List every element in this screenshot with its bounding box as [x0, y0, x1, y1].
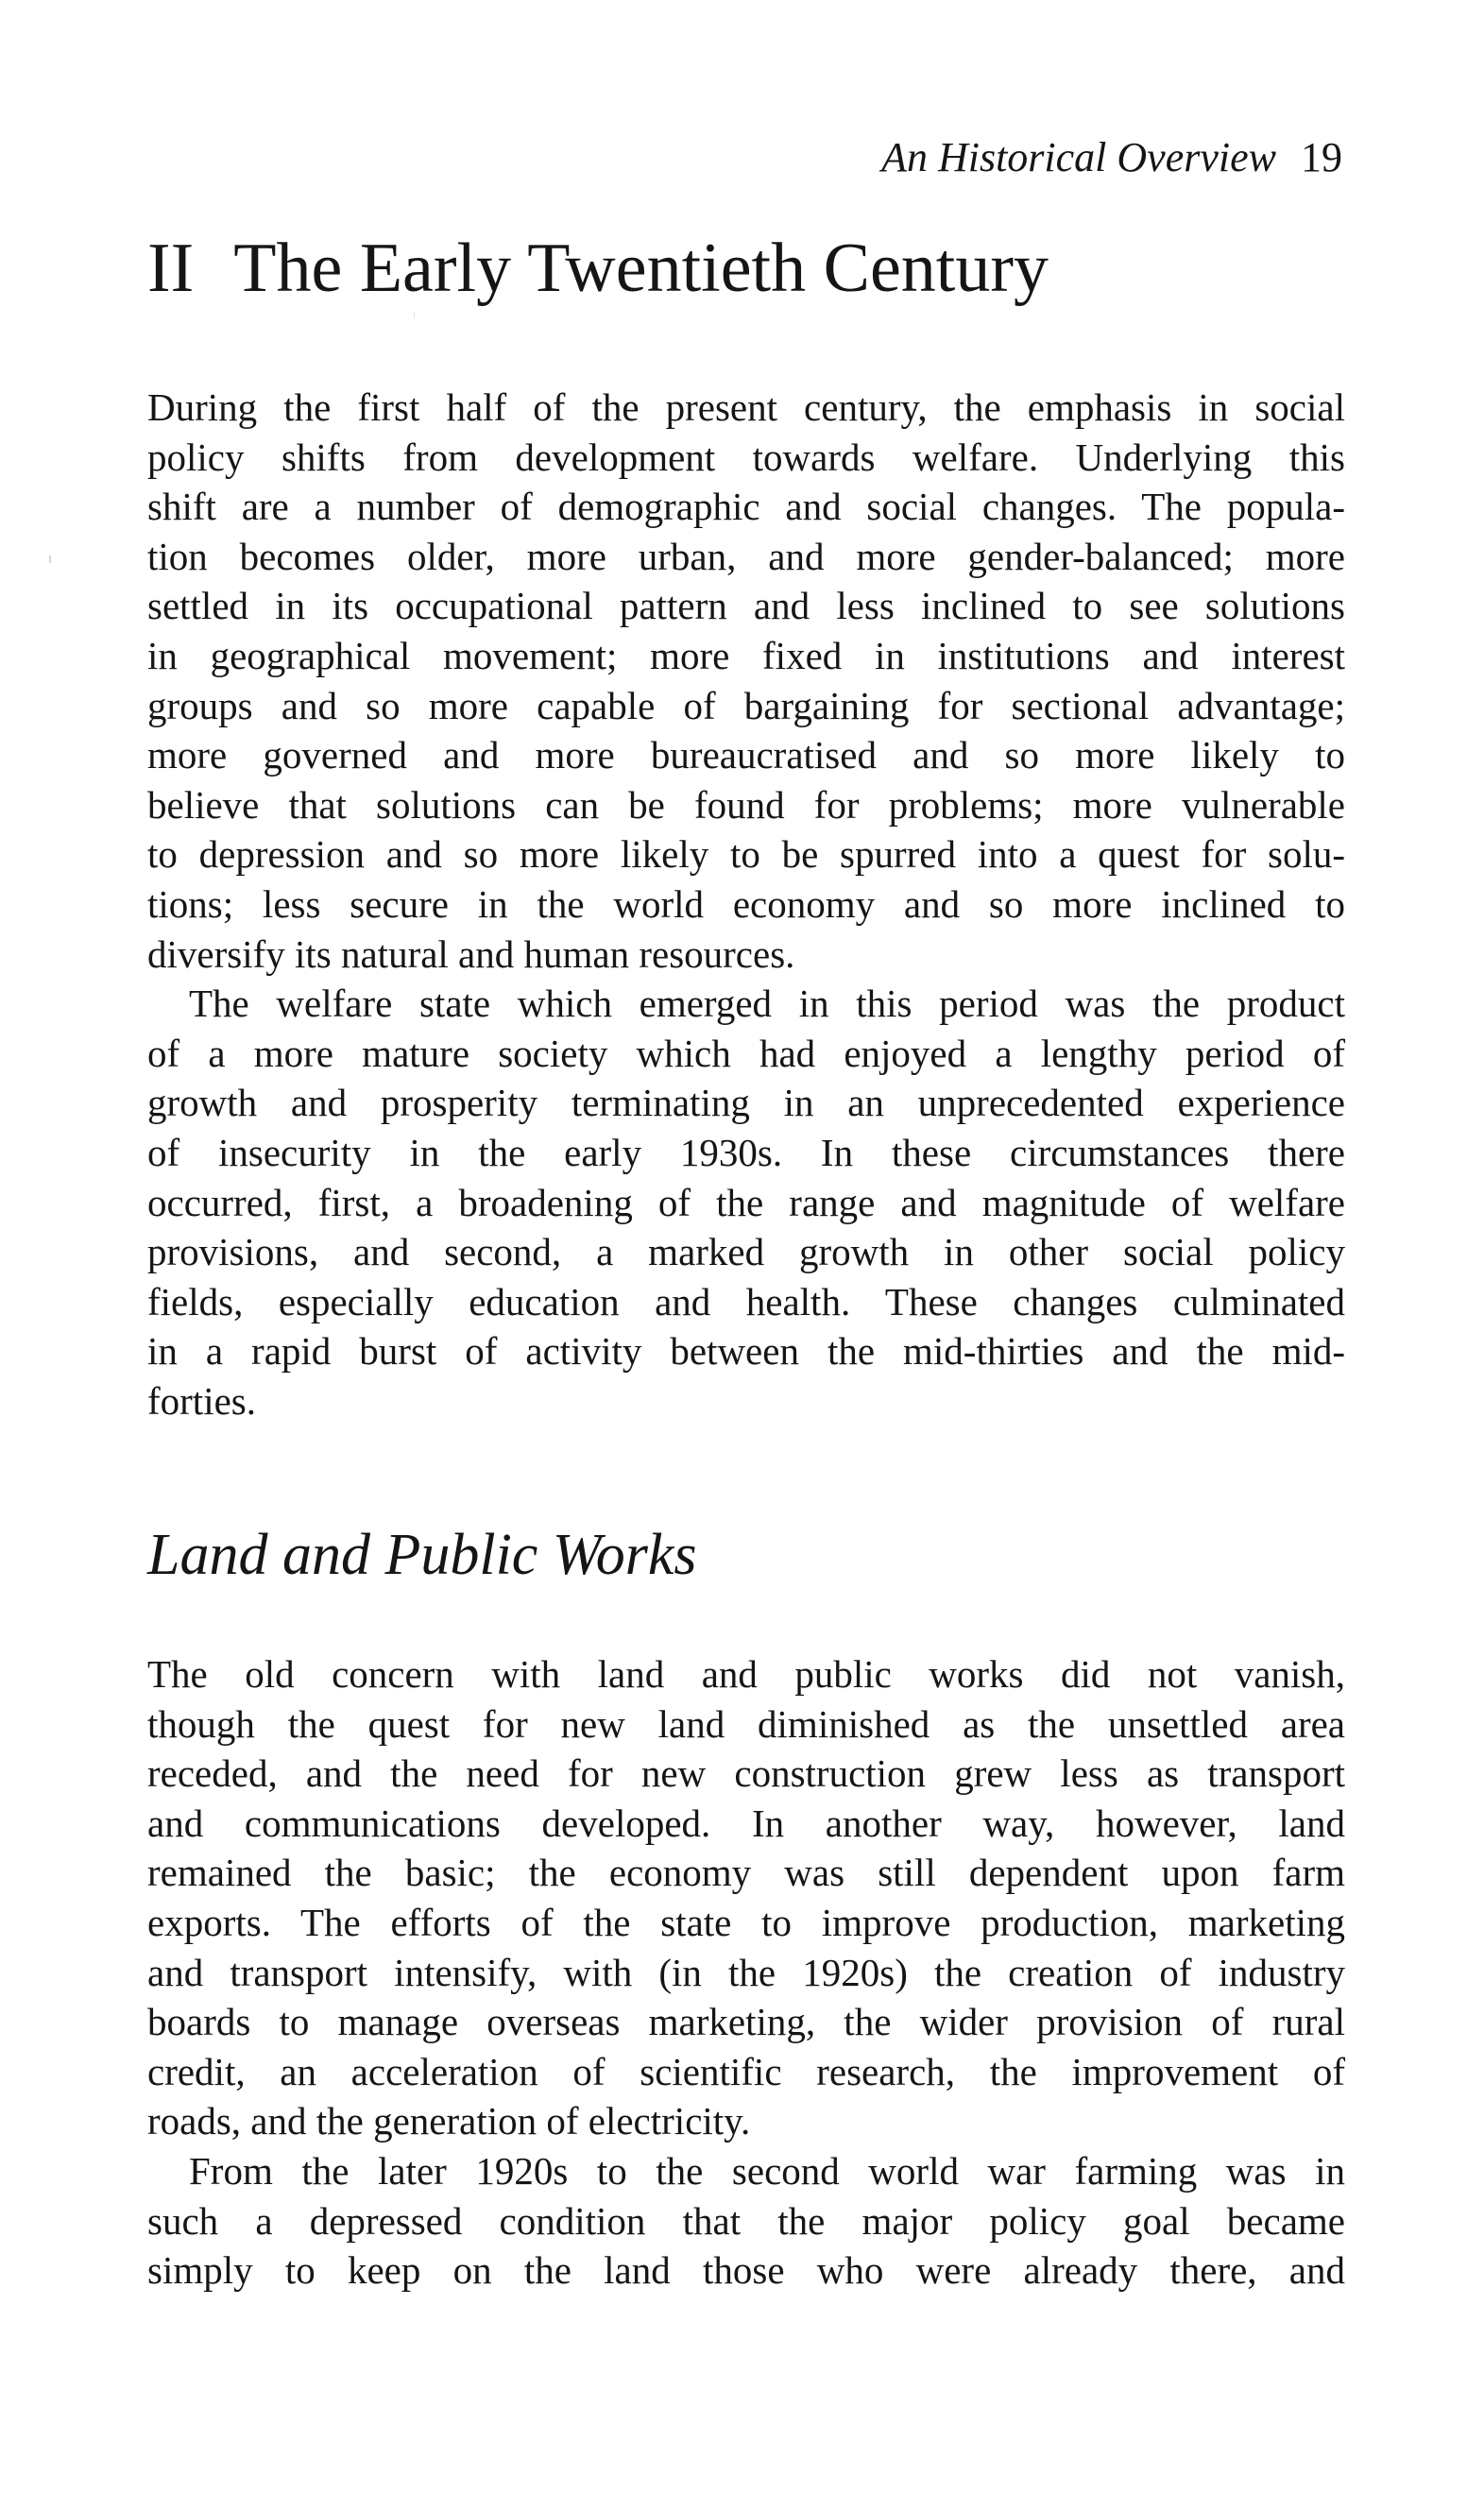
scan-speck [414, 312, 415, 317]
text-line: tion becomes older, more urban, and more gender-balanced; more [147, 534, 1345, 578]
text-line: shift are a number of demographic and social changes. The popula- [147, 485, 1345, 529]
chapter-numeral: II [147, 230, 195, 307]
text-line: The welfare state which emerged in this period was the product [189, 982, 1345, 1026]
text-line: and transport intensify, with (in the 1920s) the creation of industry [147, 1950, 1345, 1994]
text-line: such a depressed condition that the major policy goal became [147, 2198, 1345, 2243]
text-line: settled in its occupational pattern and less inclined to see solutions [147, 584, 1345, 628]
page-number: 19 [1301, 134, 1342, 180]
text-line: provisions, and second, a marked growth in other social policy [147, 1230, 1345, 1274]
text-line: more governed and more bureaucratised and so more likely to [147, 733, 1345, 777]
text-line: groups and so more capable of bargaining for sectional advantage; [147, 683, 1345, 727]
text-line: occurred, first, a broadening of the range and magnitude of welfare [147, 1180, 1345, 1224]
paragraph-4 [147, 2146, 1345, 2296]
text-line: to depression and so more likely to be spurred into a quest for solu- [147, 832, 1345, 877]
text-line: remained the basic; the economy was still dependent upon farm [147, 1851, 1345, 1895]
text-line: exports. The efforts of the state to improve production, marketing [147, 1900, 1345, 1944]
text-line: growth and prosperity terminating in an unprecedented experience [147, 1081, 1345, 1125]
text-line: From the later 1920s to the second world war farming was in [189, 2148, 1345, 2193]
running-head-title: An Historical Overview [881, 134, 1276, 180]
chapter-title [147, 230, 1049, 307]
text-line: tions; less secure in the world economy and so more inclined to [147, 881, 1345, 926]
text-line: diversify its natural and human resources. [147, 931, 795, 976]
body-text-block-1 [147, 383, 1345, 1426]
text-line: credit, an acceleration of scientific research, the improvement of [147, 2049, 1345, 2093]
text-line: simply to keep on the land those who were already there, and [147, 2248, 1345, 2293]
text-line: receded, and the need for new construction grew less as transport [147, 1751, 1345, 1796]
paragraph-3 [147, 1649, 1345, 2146]
text-line: of insecurity in the early 1930s. In these circumstances there [147, 1130, 1345, 1174]
text-line: forties. [147, 1378, 256, 1423]
text-line: though the quest for new land diminished as the unsettled area [147, 1701, 1345, 1746]
body-text-block-2 [147, 1649, 1345, 2296]
text-line: boards to manage overseas marketing, the wider provision of rural [147, 2000, 1345, 2044]
paragraph-2 [147, 979, 1345, 1426]
margin-mark [49, 555, 51, 563]
paragraph-1 [147, 383, 1345, 979]
text-line: The old concern with land and public works did not vanish, [147, 1652, 1345, 1696]
text-line: During the first half of the present century, the emphasis in social [147, 385, 1345, 429]
text-line: in geographical movement; more fixed in institutions and interest [147, 633, 1345, 677]
text-line: fields, especially education and health. These changes culminated [147, 1279, 1345, 1323]
text-line: and communications developed. In another way, however, land [147, 1801, 1345, 1845]
text-line: in a rapid burst of activity between the mid-thirties and the mid- [147, 1329, 1345, 1374]
section-heading: Land and Public Works [147, 1523, 697, 1587]
chapter-title-text: The Early Twentieth Century [233, 230, 1049, 307]
text-line: believe that solutions can be found for problems; more vulnerable [147, 782, 1345, 827]
running-head [881, 134, 1342, 180]
text-line: of a more mature society which had enjoyed a lengthy period of [147, 1031, 1345, 1075]
text-line: policy shifts from development towards welfare. Underlying this [147, 435, 1345, 479]
text-line: roads, and the generation of electricity. [147, 2099, 751, 2143]
